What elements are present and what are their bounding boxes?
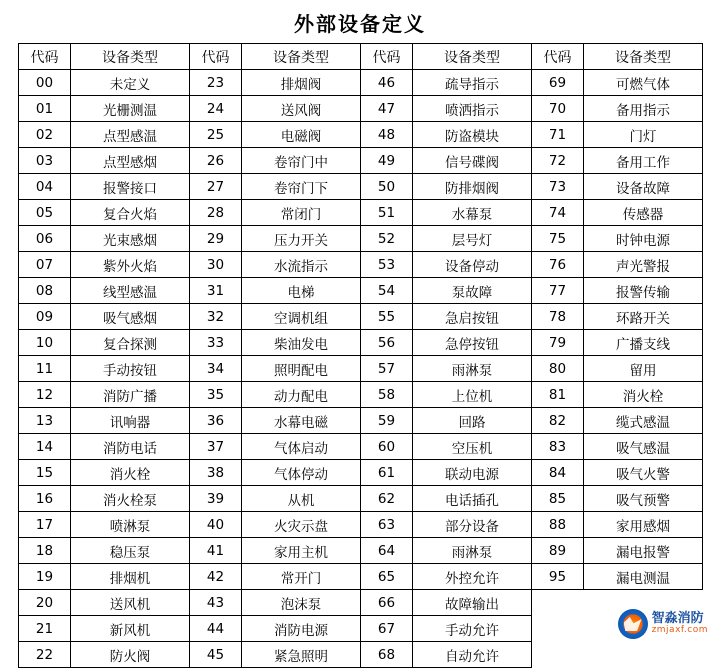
device-type-cell: 急停按钮	[413, 330, 532, 356]
device-type-cell: 吸气感温	[584, 434, 703, 460]
device-type-cell: 广播支线	[584, 330, 703, 356]
device-type-cell: 备用指示	[584, 96, 703, 122]
watermark-en-label: zmjaxf.com	[651, 625, 708, 636]
device-code-cell: 53	[361, 252, 413, 278]
table-row	[19, 304, 703, 330]
device-code-cell: 65	[361, 564, 413, 590]
device-type-cell: 光栅测温	[71, 96, 190, 122]
device-code-cell: 03	[19, 148, 71, 174]
table-row	[19, 252, 703, 278]
device-type-cell: 常开门	[242, 564, 361, 590]
device-type-cell: 消防电话	[71, 434, 190, 460]
device-code-cell: 14	[19, 434, 71, 460]
device-code-cell: 07	[19, 252, 71, 278]
device-type-cell: 防火阀	[71, 642, 190, 668]
device-code-cell: 41	[190, 538, 242, 564]
device-code-cell: 60	[361, 434, 413, 460]
table-row	[19, 486, 703, 512]
device-code-cell: 58	[361, 382, 413, 408]
table-row	[19, 564, 703, 590]
device-code-cell: 22	[19, 642, 71, 668]
device-type-cell: 喷洒指示	[413, 96, 532, 122]
device-code-cell: 48	[361, 122, 413, 148]
table-body	[19, 44, 703, 668]
device-type-cell: 气体启动	[242, 434, 361, 460]
device-code-cell: 74	[532, 200, 584, 226]
device-code-cell: 49	[361, 148, 413, 174]
device-code-cell: 85	[532, 486, 584, 512]
device-type-cell: 吸气感烟	[71, 304, 190, 330]
device-code-cell: 10	[19, 330, 71, 356]
table-header-row	[19, 44, 703, 70]
device-type-cell: 漏电报警	[584, 538, 703, 564]
device-code-cell: 12	[19, 382, 71, 408]
device-code-cell: 08	[19, 278, 71, 304]
device-type-cell: 电梯	[242, 278, 361, 304]
table-row	[19, 408, 703, 434]
device-type-cell: 卷帘门下	[242, 174, 361, 200]
table-row	[19, 278, 703, 304]
table-row	[19, 642, 703, 668]
device-type-cell: 缆式感温	[584, 408, 703, 434]
table-row	[19, 174, 703, 200]
column-header: 代码	[190, 44, 242, 70]
device-code-cell: 30	[190, 252, 242, 278]
device-type-cell: 急启按钮	[413, 304, 532, 330]
device-type-cell: 点型感温	[71, 122, 190, 148]
device-code-cell: 63	[361, 512, 413, 538]
device-code-cell: 20	[19, 590, 71, 616]
column-header: 设备类型	[413, 44, 532, 70]
device-code-cell: 06	[19, 226, 71, 252]
device-type-cell: 家用主机	[242, 538, 361, 564]
device-type-cell: 电磁阀	[242, 122, 361, 148]
device-type-cell: 家用感烟	[584, 512, 703, 538]
device-code-cell: 69	[532, 70, 584, 96]
device-type-cell: 从机	[242, 486, 361, 512]
device-type-cell: 电话插孔	[413, 486, 532, 512]
device-code-cell: 72	[532, 148, 584, 174]
device-type-cell: 泵故障	[413, 278, 532, 304]
device-code-cell: 83	[532, 434, 584, 460]
device-type-cell: 吸气预警	[584, 486, 703, 512]
device-type-cell: 送风阀	[242, 96, 361, 122]
device-type-cell: 复合探测	[71, 330, 190, 356]
device-code-cell: 75	[532, 226, 584, 252]
device-code-cell: 05	[19, 200, 71, 226]
device-type-cell: 消防电源	[242, 616, 361, 642]
device-type-cell: 雨淋泵	[413, 538, 532, 564]
table-row	[19, 382, 703, 408]
device-type-cell: 留用	[584, 356, 703, 382]
device-type-cell: 层号灯	[413, 226, 532, 252]
device-code-cell: 66	[361, 590, 413, 616]
device-type-cell: 报警接口	[71, 174, 190, 200]
device-code-cell: 88	[532, 512, 584, 538]
table-row	[19, 356, 703, 382]
device-code-cell: 11	[19, 356, 71, 382]
device-type-cell: 联动电源	[413, 460, 532, 486]
device-type-cell: 信号碟阀	[413, 148, 532, 174]
device-code-cell: 27	[190, 174, 242, 200]
table-row	[19, 226, 703, 252]
device-code-cell: 76	[532, 252, 584, 278]
device-type-cell: 压力开关	[242, 226, 361, 252]
device-code-cell: 64	[361, 538, 413, 564]
table-row	[19, 96, 703, 122]
table-row	[19, 538, 703, 564]
device-code-cell: 54	[361, 278, 413, 304]
device-type-cell: 消火栓	[71, 460, 190, 486]
table-row	[19, 70, 703, 96]
device-type-cell: 点型感烟	[71, 148, 190, 174]
device-type-cell: 防盗模块	[413, 122, 532, 148]
device-code-cell: 02	[19, 122, 71, 148]
table-container	[0, 43, 720, 668]
device-type-cell: 线型感温	[71, 278, 190, 304]
device-type-cell: 未定义	[71, 70, 190, 96]
device-code-cell: 24	[190, 96, 242, 122]
device-code-cell: 80	[532, 356, 584, 382]
device-code-cell: 26	[190, 148, 242, 174]
device-type-cell: 照明配电	[242, 356, 361, 382]
device-type-cell: 空调机组	[242, 304, 361, 330]
device-code-cell: 29	[190, 226, 242, 252]
device-type-cell: 备用工作	[584, 148, 703, 174]
page-title: 外部设备定义	[294, 12, 426, 36]
device-code-cell: 46	[361, 70, 413, 96]
device-type-cell: 外控允许	[413, 564, 532, 590]
device-type-cell: 传感器	[584, 200, 703, 226]
device-type-cell: 火灾示盘	[242, 512, 361, 538]
device-code-cell: 95	[532, 564, 584, 590]
device-code-cell: 67	[361, 616, 413, 642]
device-code-cell: 79	[532, 330, 584, 356]
device-code-cell: 19	[19, 564, 71, 590]
device-code-cell: 23	[190, 70, 242, 96]
device-code-cell: 55	[361, 304, 413, 330]
table-row	[19, 200, 703, 226]
device-code-cell: 57	[361, 356, 413, 382]
device-type-cell: 排烟机	[71, 564, 190, 590]
device-definition-table	[18, 43, 703, 668]
device-code-cell: 52	[361, 226, 413, 252]
column-header: 设备类型	[584, 44, 703, 70]
device-type-cell: 雨淋泵	[413, 356, 532, 382]
device-code-cell: 39	[190, 486, 242, 512]
device-code-cell	[532, 642, 584, 668]
device-code-cell: 32	[190, 304, 242, 330]
device-type-cell: 水幕泵	[413, 200, 532, 226]
device-code-cell: 89	[532, 538, 584, 564]
device-type-cell: 漏电测温	[584, 564, 703, 590]
device-type-cell: 回路	[413, 408, 532, 434]
device-type-cell: 自动允许	[413, 642, 532, 668]
device-code-cell: 71	[532, 122, 584, 148]
device-code-cell: 38	[190, 460, 242, 486]
device-code-cell: 47	[361, 96, 413, 122]
device-type-cell: 门灯	[584, 122, 703, 148]
device-type-cell: 手动允许	[413, 616, 532, 642]
device-type-cell	[584, 590, 703, 616]
column-header: 设备类型	[71, 44, 190, 70]
device-code-cell: 42	[190, 564, 242, 590]
device-code-cell: 01	[19, 96, 71, 122]
device-code-cell	[532, 590, 584, 616]
device-code-cell: 09	[19, 304, 71, 330]
table-row	[19, 512, 703, 538]
device-type-cell	[584, 616, 703, 642]
device-type-cell: 柴油发电	[242, 330, 361, 356]
device-type-cell: 设备停动	[413, 252, 532, 278]
device-type-cell: 讯响器	[71, 408, 190, 434]
table-row	[19, 434, 703, 460]
device-type-cell: 常闭门	[242, 200, 361, 226]
device-code-cell: 82	[532, 408, 584, 434]
device-code-cell: 35	[190, 382, 242, 408]
table-row	[19, 148, 703, 174]
device-code-cell: 56	[361, 330, 413, 356]
device-type-cell: 环路开关	[584, 304, 703, 330]
device-type-cell: 复合火焰	[71, 200, 190, 226]
device-type-cell: 稳压泵	[71, 538, 190, 564]
device-type-cell: 泡沫泵	[242, 590, 361, 616]
device-type-cell: 故障输出	[413, 590, 532, 616]
device-type-cell: 防排烟阀	[413, 174, 532, 200]
device-code-cell: 13	[19, 408, 71, 434]
device-type-cell: 手动按钮	[71, 356, 190, 382]
device-type-cell: 疏导指示	[413, 70, 532, 96]
device-code-cell: 16	[19, 486, 71, 512]
device-type-cell: 报警传输	[584, 278, 703, 304]
device-type-cell: 水幕电磁	[242, 408, 361, 434]
device-type-cell: 消火栓	[584, 382, 703, 408]
device-type-cell: 光束感烟	[71, 226, 190, 252]
watermark-cn-label: 智淼消防	[651, 611, 704, 627]
table-row	[19, 122, 703, 148]
device-type-cell: 动力配电	[242, 382, 361, 408]
device-code-cell: 73	[532, 174, 584, 200]
device-type-cell: 卷帘门中	[242, 148, 361, 174]
table-row	[19, 460, 703, 486]
device-type-cell: 水流指示	[242, 252, 361, 278]
device-code-cell: 61	[361, 460, 413, 486]
device-code-cell: 68	[361, 642, 413, 668]
table-row	[19, 330, 703, 356]
device-code-cell: 17	[19, 512, 71, 538]
column-header: 代码	[361, 44, 413, 70]
device-code-cell: 77	[532, 278, 584, 304]
device-type-cell: 吸气火警	[584, 460, 703, 486]
device-type-cell: 排烟阀	[242, 70, 361, 96]
device-type-cell: 消火栓泵	[71, 486, 190, 512]
device-type-cell: 上位机	[413, 382, 532, 408]
device-code-cell: 70	[532, 96, 584, 122]
device-code-cell: 33	[190, 330, 242, 356]
device-type-cell: 紧急照明	[242, 642, 361, 668]
device-code-cell: 04	[19, 174, 71, 200]
column-header: 设备类型	[242, 44, 361, 70]
device-code-cell: 51	[361, 200, 413, 226]
device-code-cell: 28	[190, 200, 242, 226]
table-row	[19, 590, 703, 616]
device-type-cell: 新风机	[71, 616, 190, 642]
device-type-cell: 消防广播	[71, 382, 190, 408]
device-code-cell: 34	[190, 356, 242, 382]
device-code-cell: 45	[190, 642, 242, 668]
device-code-cell: 18	[19, 538, 71, 564]
device-code-cell: 00	[19, 70, 71, 96]
device-type-cell: 空压机	[413, 434, 532, 460]
device-code-cell: 21	[19, 616, 71, 642]
device-type-cell: 喷淋泵	[71, 512, 190, 538]
device-code-cell: 25	[190, 122, 242, 148]
device-code-cell: 43	[190, 590, 242, 616]
device-code-cell: 36	[190, 408, 242, 434]
device-type-cell: 气体停动	[242, 460, 361, 486]
device-code-cell: 84	[532, 460, 584, 486]
device-code-cell: 31	[190, 278, 242, 304]
device-type-cell: 时钟电源	[584, 226, 703, 252]
device-type-cell: 紫外火焰	[71, 252, 190, 278]
device-code-cell: 50	[361, 174, 413, 200]
device-type-cell: 设备故障	[584, 174, 703, 200]
column-header: 代码	[19, 44, 71, 70]
device-code-cell: 78	[532, 304, 584, 330]
device-code-cell: 37	[190, 434, 242, 460]
device-type-cell: 送风机	[71, 590, 190, 616]
table-row	[19, 616, 703, 642]
device-code-cell: 59	[361, 408, 413, 434]
column-header: 代码	[532, 44, 584, 70]
device-code-cell: 40	[190, 512, 242, 538]
device-code-cell: 81	[532, 382, 584, 408]
device-type-cell: 部分设备	[413, 512, 532, 538]
device-code-cell: 62	[361, 486, 413, 512]
device-type-cell: 声光警报	[584, 252, 703, 278]
device-code-cell	[532, 616, 584, 642]
device-code-cell: 15	[19, 460, 71, 486]
device-code-cell: 44	[190, 616, 242, 642]
device-type-cell	[584, 642, 703, 668]
device-type-cell: 可燃气体	[584, 70, 703, 96]
